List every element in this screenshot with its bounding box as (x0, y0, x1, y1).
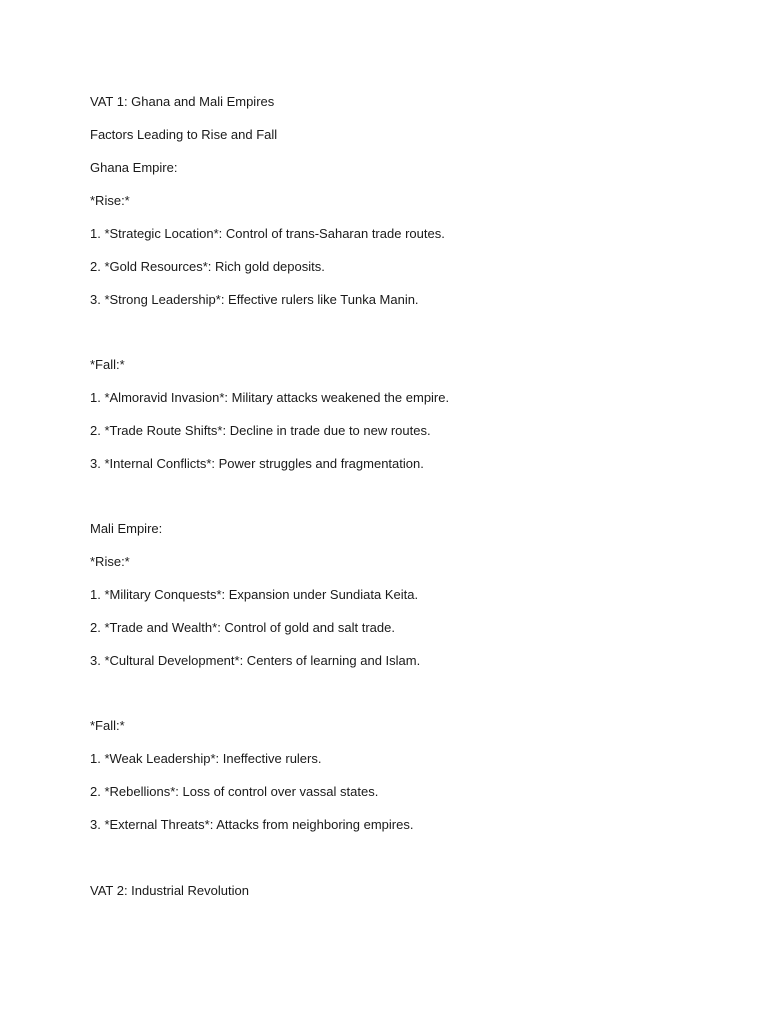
ghana-rise-item: 2. *Gold Resources*: Rich gold deposits. (90, 259, 325, 274)
next-section-heading: VAT 2: Industrial Revolution (90, 883, 249, 898)
ghana-fall-item: 1. *Almoravid Invasion*: Military attacks weakened the empire. (90, 390, 450, 405)
mali-rise-item: 1. *Military Conquests*: Expansion under Sundiata Keita. (90, 587, 419, 602)
ghana-rise-label: *Rise:* (90, 193, 130, 208)
mali-fall-item: 2. *Rebellions*: Loss of control over vassal states. (90, 784, 379, 799)
mali-rise-item: 2. *Trade and Wealth*: Control of gold and salt trade. (90, 620, 395, 635)
ghana-rise-item: 1. *Strategic Location*: Control of trans-Saharan trade routes. (90, 226, 445, 241)
mali-rise-item: 3. *Cultural Development*: Centers of learning and Islam. (90, 653, 421, 668)
mali-fall-label: *Fall:* (90, 718, 125, 733)
ghana-fall-label: *Fall:* (90, 357, 125, 372)
mali-heading: Mali Empire: (90, 521, 163, 536)
ghana-fall-item: 2. *Trade Route Shifts*: Decline in trade due to new routes. (90, 423, 431, 438)
ghana-heading: Ghana Empire: (90, 160, 178, 175)
mali-fall-item: 3. *External Threats*: Attacks from neighboring empires. (90, 817, 414, 832)
mali-rise-label: *Rise:* (90, 554, 130, 569)
ghana-fall-item: 3. *Internal Conflicts*: Power struggles and fragmentation. (90, 456, 424, 471)
document-subtitle: Factors Leading to Rise and Fall (90, 127, 278, 142)
mali-fall-item: 1. *Weak Leadership*: Ineffective rulers. (90, 751, 322, 766)
document-title: VAT 1: Ghana and Mali Empires (90, 94, 275, 109)
ghana-rise-item: 3. *Strong Leadership*: Effective rulers like Tunka Manin. (90, 292, 419, 307)
